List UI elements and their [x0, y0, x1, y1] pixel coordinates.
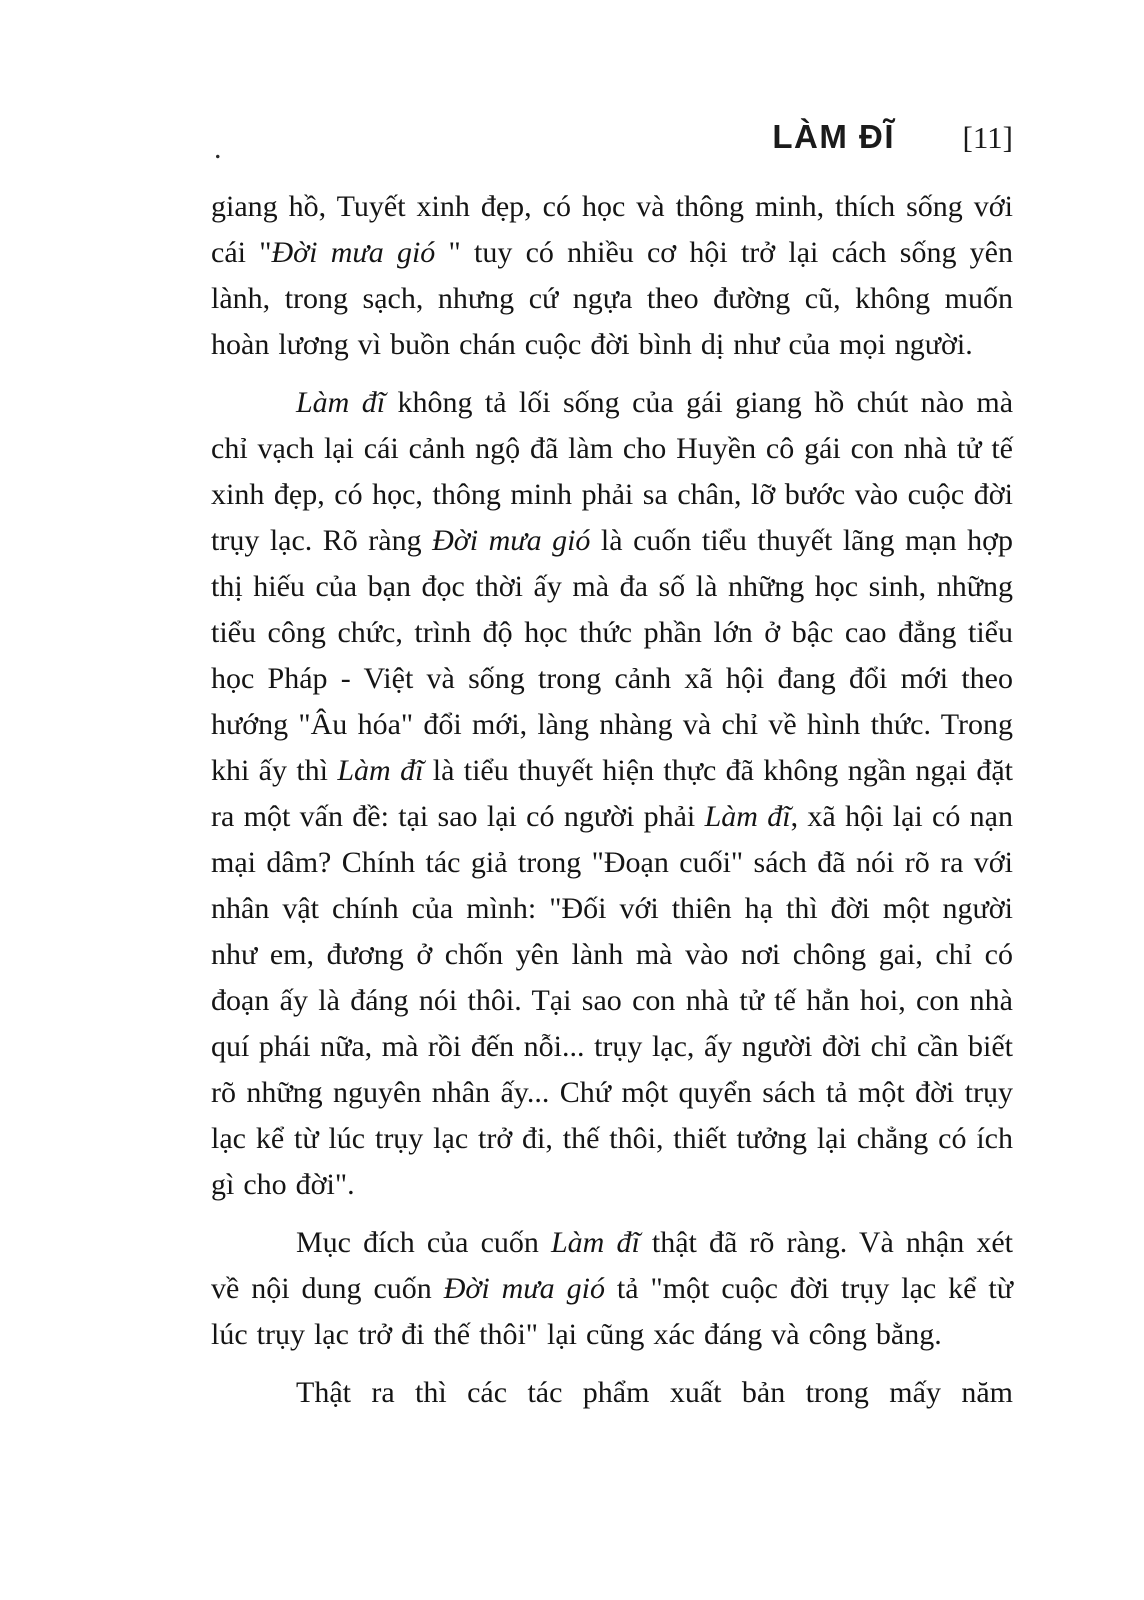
text-segment: thật đã rõ ràng. Và nhận xét về nội dung cuốn: [211, 1226, 1013, 1305]
text-segment: , xã hội lại có nạn mại dâm? Chính tác giả trong "Đoạn cuối" sách đã nói rõ ra với nhân vật chính của mình: "Đối với thiên hạ thì đời một người như em, đương ở chốn yên lành mà vào nơi chông gai, chỉ có đoạn ấy là đáng nói thôi. Tại sao con nhà tử tế hẳn hoi, con nhà quí phái nữa, mà rồi đến nỗi... trụy lạc, ấy người đời chỉ cần biết rõ những nguyên nhân ấy... Chứ một quyển sách tả một đời trụy lạc kể từ lúc trụy lạc trở đi, thế thôi, thiết tưởng lại chẳng có ích gì cho đời".: [211, 800, 1014, 1201]
stray-dot-mark: .: [214, 132, 222, 165]
italic-text-segment: Làm đĩ: [704, 800, 791, 833]
page-number: [11]: [962, 120, 1013, 155]
running-header: [211, 118, 1013, 160]
italic-text-segment: Đời mưa gió: [271, 236, 436, 269]
text-segment: Thật ra thì các tác phẩm xuất bản trong mấy năm: [296, 1376, 1013, 1409]
text-segment: không tả lối sống của gái giang hồ chút nào mà chỉ vạch lại cái cảnh ngộ đã làm cho Huyền cô gái con nhà tử tế xinh đẹp, có học, thông minh phải sa chân, lỡ bước vào cuộc đời trụy lạc. Rõ ràng: [211, 386, 1014, 557]
italic-text-segment: Đời mưa gió: [443, 1272, 605, 1305]
body-text: [211, 184, 1013, 1428]
italic-text-segment: Làm đĩ: [551, 1226, 640, 1259]
text-segment: tả "một cuộc đời trụy lạc kể từ lúc trụy lạc trở đi thế thôi" lại cũng xác đáng và công bằng.: [211, 1272, 1014, 1351]
text-segment: là tiểu thuyết hiện thực đã không ngần ngại đặt ra một vấn đề: tại sao lại có người phải: [211, 754, 1014, 833]
paragraph: [211, 1220, 1013, 1358]
text-segment: " tuy có nhiều cơ hội trở lại cách sống yên lành, trong sạch, nhưng cứ ngựa theo đường cũ, không muốn hoàn lương vì buồn chán cuộc đời bình dị như của mọi người.: [211, 236, 1013, 361]
italic-text-segment: Đời mưa gió: [432, 524, 591, 557]
text-segment: là cuốn tiểu thuyết lãng mạn hợp thị hiếu của bạn đọc thời ấy mà đa số là những học sinh, những tiểu công chức, trình độ học thức phần lớn ở bậc cao đẳng tiểu học Pháp - Việt và sống trong cảnh xã hội đang đổi mới theo hướng "Âu hóa" đổi mới, làng nhàng và chỉ về hình thức. Trong khi ấy thì: [211, 524, 1013, 787]
paragraph: [211, 184, 1013, 368]
paragraph: [211, 380, 1013, 1208]
paragraph: [211, 1370, 1013, 1416]
italic-text-segment: Làm đĩ: [296, 386, 386, 419]
italic-text-segment: Làm đĩ: [337, 754, 424, 787]
book-title: LÀM ĐĨ: [772, 118, 895, 155]
text-segment: Mục đích của cuốn: [296, 1226, 551, 1259]
text-segment: giang hồ, Tuyết xinh đẹp, có học và thông minh, thích sống với cái ": [211, 190, 1013, 269]
